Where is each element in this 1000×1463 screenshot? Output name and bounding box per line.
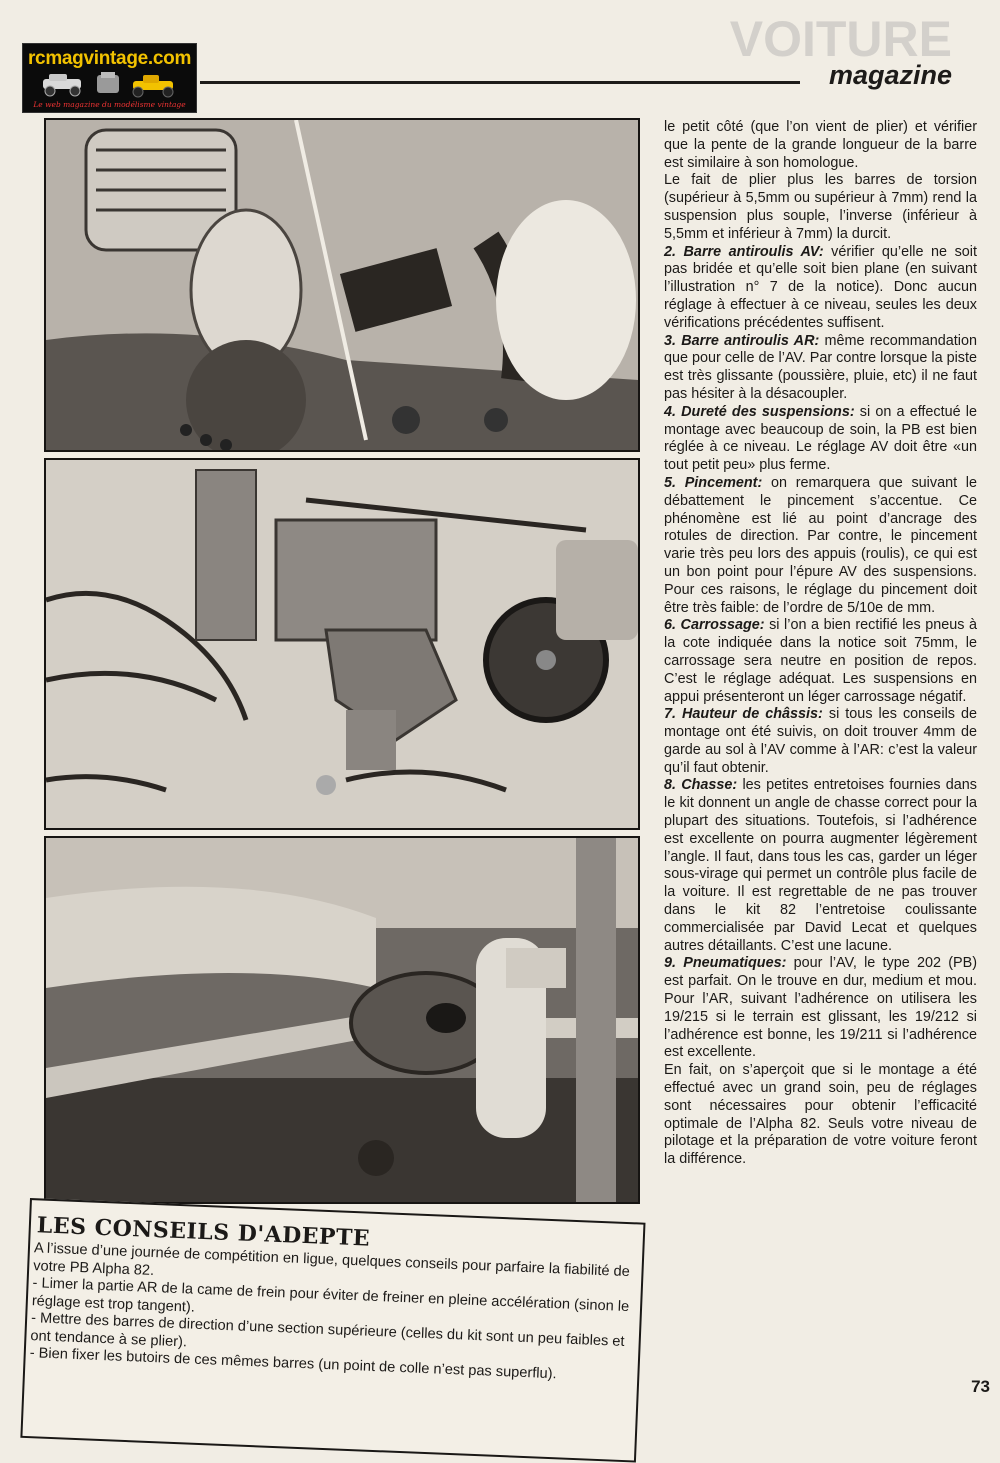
article-paragraph-text: En fait, on s’aperçoit que si le montage a été effectué avec un grand soin, peu de réglages sont nécessaires pour obtenir l’efficacité optimale de l’Alpha 82. Seuls votre niveau de pilotage et la préparation de votre voiture feront la différence. [664,1062,977,1168]
article-section-heading: 3. Barre antiroulis AR: [664,332,820,349]
article-paragraph-text: si l’on a bien rectifié les pneus à la cote indiquée dans la notice soit 75mm, le carrossage sera neutre en position de repos. C’est le réglage adéquat. Les suspensions en appui présenteront un léger carrossage négatif. [664,617,978,705]
article-paragraph [664,955,977,1062]
magazine-title: VOITURE [729,11,952,67]
tips-intro: A l’issue d’une journée de compétition en ligue, quelques conseils pour parfaire la fiabilité de votre PB Alpha 82. [32,1240,631,1281]
site-badge[interactable] [22,43,197,113]
site-tagline: Le web magazine du modélisme vintage [33,100,186,109]
article-text [664,119,977,1169]
tips-title: LES CONSEILS D'ADEPTE [36,1212,371,1252]
tips-item: - Limer la partie AR de la came de frein pour éviter de freiner en pleine accélération (sinon le réglage est trop tangent). [31,1275,630,1316]
article-paragraph-text: Le fait de plier plus les barres de torsion (supérieur à 5,5mm ou supérieur à 7mm) rend la suspension plus souple, l’inverse (inférieur à 5,5mm et inférieur à 7mm) la durcit. [664,172,977,242]
article-paragraph-text: les petites entretoises fournies dans le kit donnent un angle de chasse correct pour la plupart des situations. Toutefois, si l’adhérence est excellente on pourra augmenter légèrement l’angle. Il faut, dans tous les cas, garder un léger sous-virage qui permet un contrôle plus facile de la voiture. Il est regrettable de ne pas trouver dans le kit 82 l’entretoise coulissante commercialisée par David Lecat et quelques autres détaillants. C’est une lacune. [664,777,977,954]
magazine-subtitle: magazine [828,60,952,90]
article-section-heading: 5. Pincement: [664,474,763,491]
photo-engine-servo [44,118,640,452]
article-paragraph-text: on remarquera que suivant le débattement le pincement s’accentue. Ce phénomène est lié au point d’ancrage des rotules de direction. Par contre, le pincement varie très peu lors des appuis (roulis), ce qui est un bon point pour l’épure AV des suspensions. Pour ces raisons, le réglage du pincement doit être très faible: de l’ordre de 5/10e de mm. [664,474,977,616]
article-paragraph-text: même recommandation que pour celle de l’AV. Par contre lorsque la piste est très glissante (poussière, pluie, etc) il ne faut pas hésiter à la désacoupler. [664,332,977,402]
article-paragraph [664,1062,977,1169]
article-paragraph [664,333,977,404]
badge-cars-icon [41,71,181,99]
article-paragraph [664,244,977,333]
article-paragraph [664,404,977,475]
article-paragraph [664,617,977,706]
article-paragraph-text: vérifier qu’elle ne soit pas bridée et qu’elle soit bien plane (en suivant l’illustration n° 7 de la notice). Donc aucun réglage à effectuer à ce niveau, seules les deux vérifications précédentes suffisent. [664,243,977,331]
article-section-heading: 6. Carrossage: [664,617,765,634]
article-paragraph [664,172,977,243]
article-paragraph [664,777,977,955]
page-number: 73 [971,1377,990,1396]
article-paragraph-text: si on a effectué le montage avec beaucoup de soin, la PB est bien réglée à ce niveau. Le réglage AV doit être «un tout petit peu» plus ferme. [664,403,977,474]
article-paragraph [664,706,977,777]
article-section-heading: 9. Pneumatiques: [664,955,787,972]
article-section-heading: 7. Hauteur de châssis: [664,706,823,723]
article-paragraph [664,475,977,617]
article-paragraph [664,119,977,172]
article-section-heading: 2. Barre antiroulis AV: [664,243,824,260]
tips-box [20,1198,645,1463]
masthead-rule [200,81,800,84]
article-paragraph-text: pour l’AV, le type 202 (PB) est parfait. On le trouve en dur, medium et mou. Pour l’AR, suivant l’adhérence on utilisera les 19/215 si le terrain est glissant, les 19/212 si l’adhérence est bonne, les 19/211 si l’adhérence est excellente. [664,955,977,1061]
photo-front-suspension [44,458,640,830]
tips-item: - Bien fixer les butoirs de ces mêmes barres (un point de colle n’est pas superflu). [29,1345,557,1383]
article-section-heading: 8. Chasse: [664,777,738,794]
article-paragraph-text: le petit côté (que l’on vient de plier) et vérifier que la pente de la grande longueur de la barre est similaire à son homologue. [664,119,977,171]
article-section-heading: 4. Dureté des suspensions: [664,403,855,420]
tips-item: - Mettre des barres de direction d’une section supérieure (celles du kit sont un peu faibles et ont tendance à se plier). [30,1310,625,1350]
article-paragraph-text: si tous les conseils de montage ont été suivis, on doit trouver 4mm de garde au sol à l’AV comme à l’AR: c’est la valeur qu’il faut obtenir. [664,706,977,776]
photo-steering-rod-collar [44,836,640,1204]
site-name: rcmagvintage.com [27,48,192,69]
